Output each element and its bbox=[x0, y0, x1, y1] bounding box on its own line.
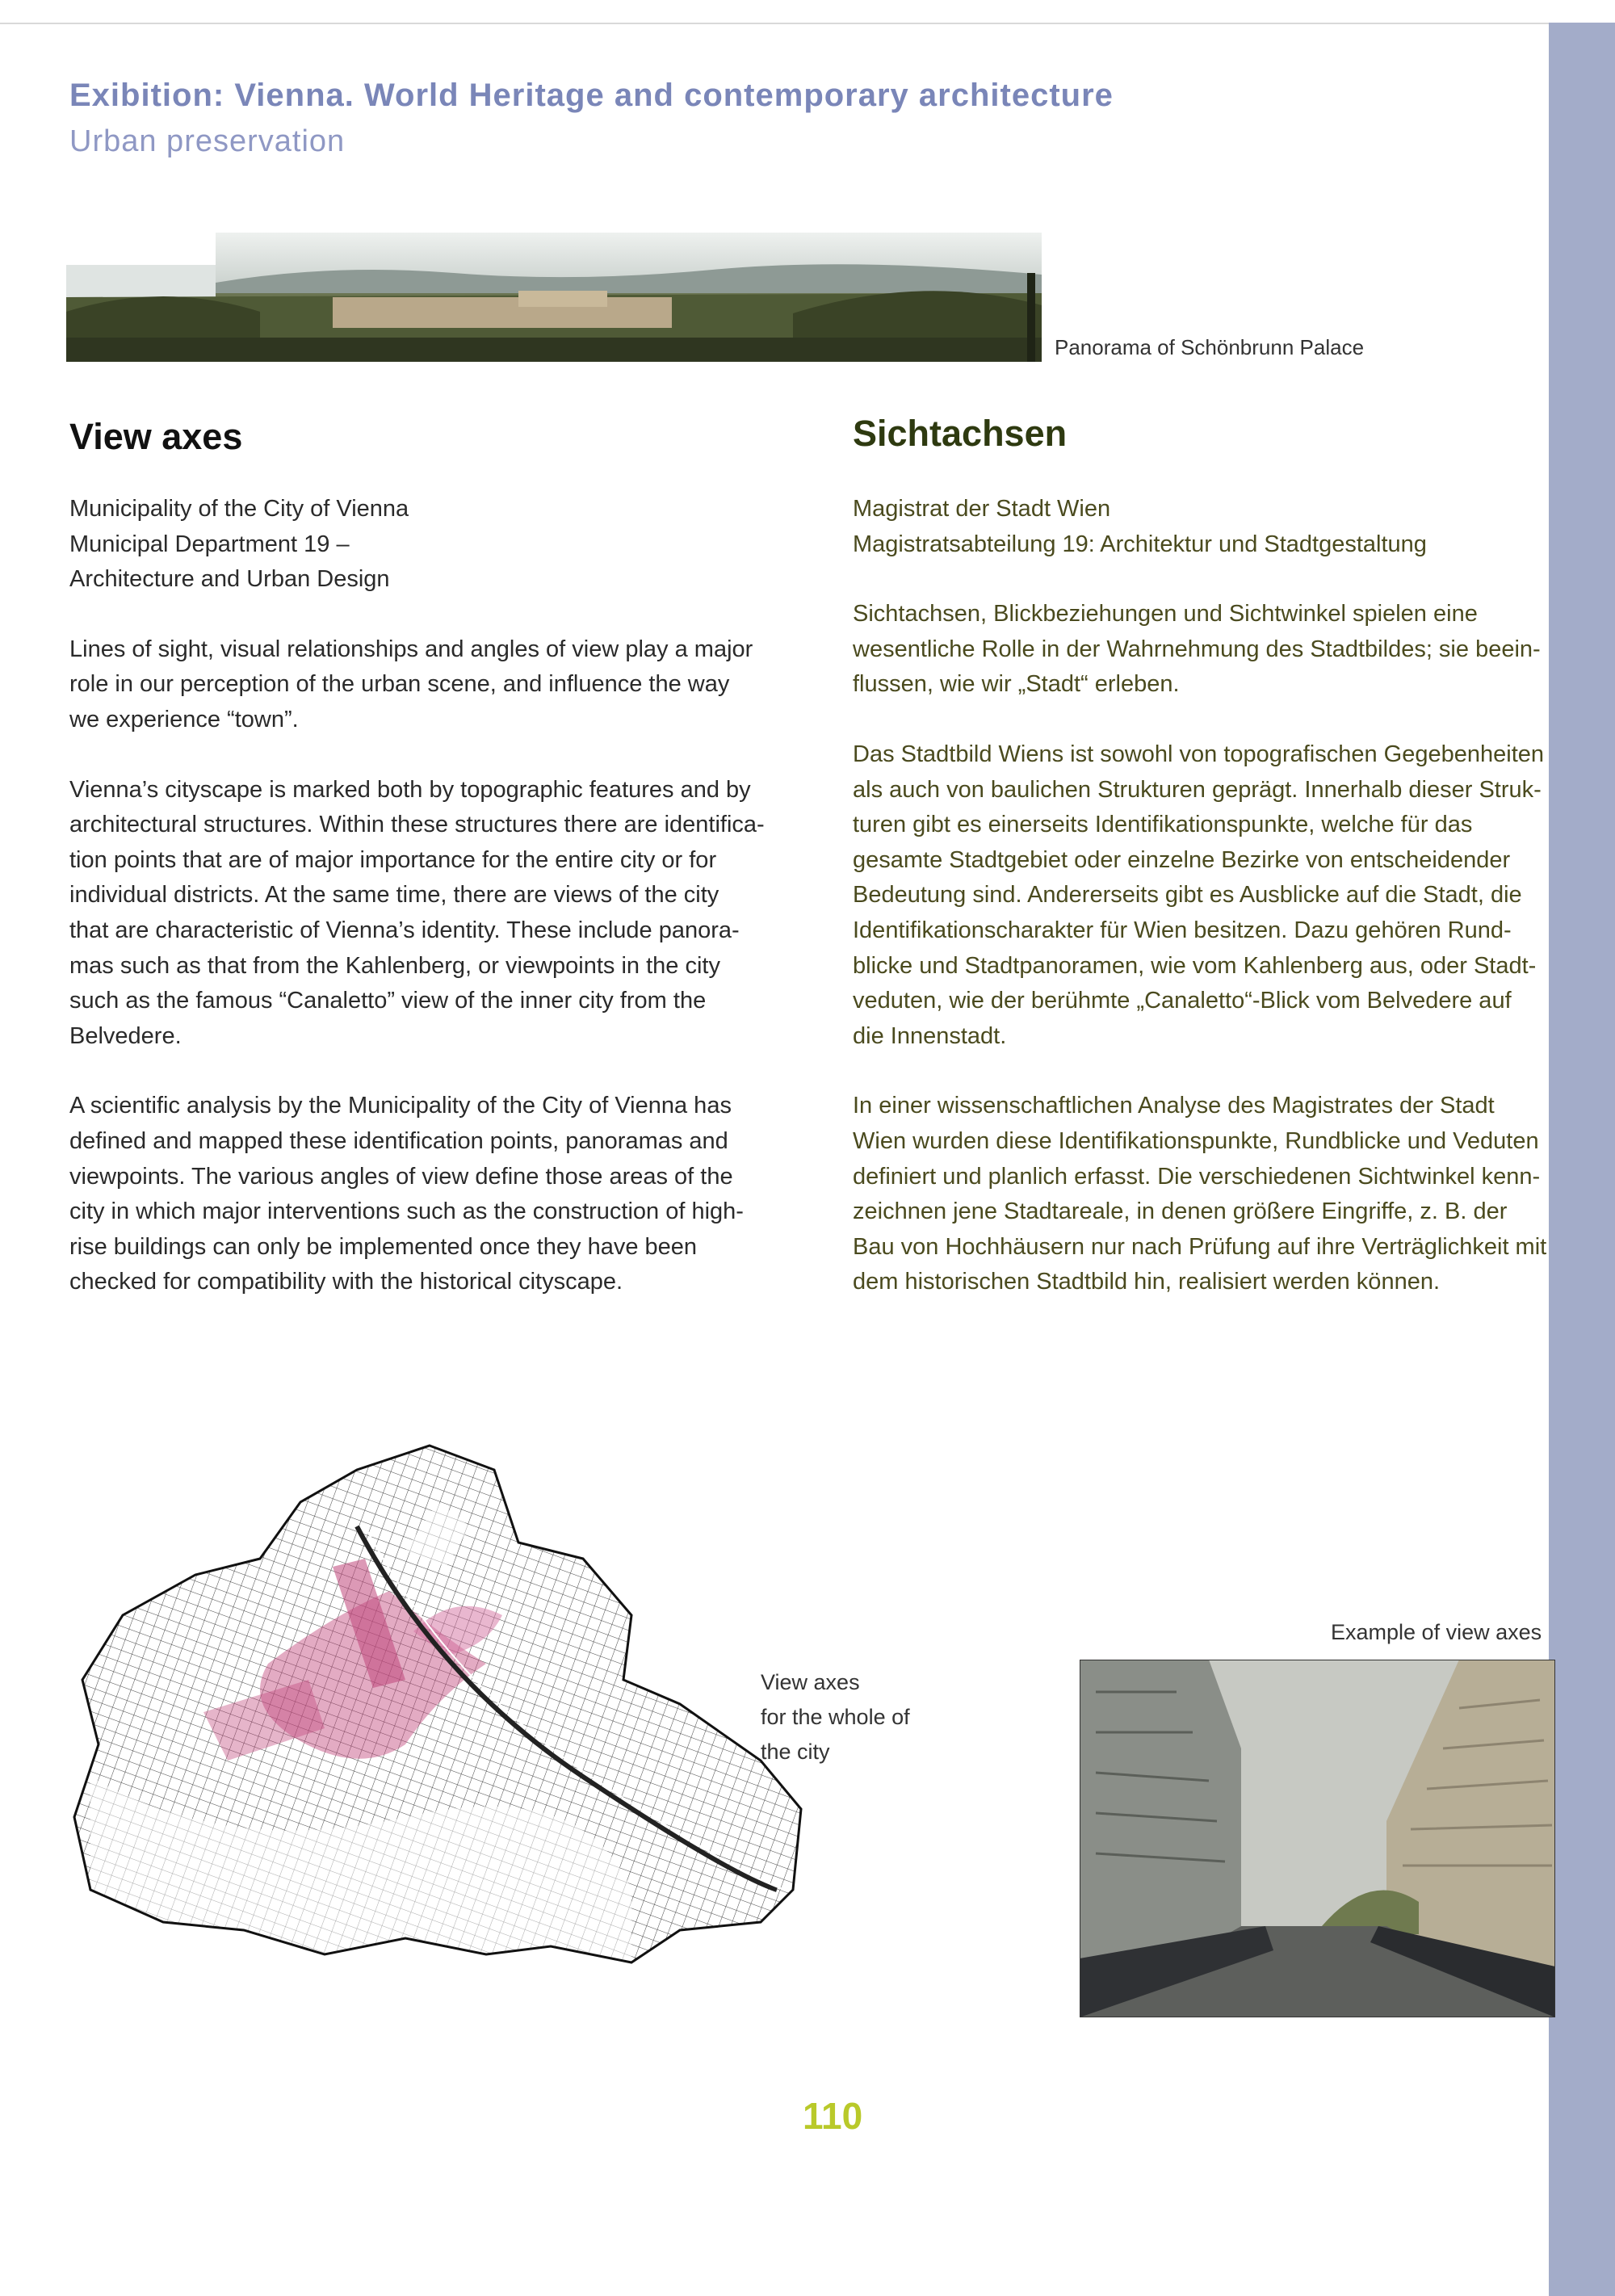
section-subtitle: Urban preservation bbox=[69, 124, 346, 158]
street-photo bbox=[1080, 1660, 1555, 2017]
english-department: Municipality of the City of Vienna Municipal Department 19 – Architecture and Urban Design bbox=[69, 496, 409, 593]
german-paragraph-2: Das Stadtbild Wiens ist sowohl von topografischen Gegebenheiten als auch von baulichen Strukturen geprägt. Innerhalb dieser Struk- turen gibt es einerseits Identifikationspunkte, welche für das gesamte Stadtgebiet oder einzelne Bezirke von entscheidender Bedeutung sind. Andererseits gibt es Ausblicke auf die Stadt, die Identifikationscharakter für Wien besitzen. Dazu gehören Rund- blicke und Stadtpanoramen, wie vom Kahlenberg aus, oder Stadt- veduten, wie der berühmte „Canaletto“-Blick vom Belvedere auf die Innenstadt. bbox=[853, 741, 1545, 1049]
german-department: Magistrat der Stadt Wien Magistratsabteilung 19: Architektur und Stadtgestaltung bbox=[853, 496, 1427, 557]
photo-caption: Example of view axes bbox=[1331, 1620, 1542, 1644]
page-number: 110 bbox=[803, 2095, 863, 2137]
english-paragraph-1: Lines of sight, visual relationships and angles of view play a major role in our perception of the urban scene, and influence the way we experience “town”. bbox=[69, 636, 753, 732]
english-column bbox=[69, 492, 820, 1335]
map-caption: View axes for the whole of the city bbox=[761, 1670, 910, 1764]
german-paragraph-3: In einer wissenschaftlichen Analyse des Magistrates der Stadt Wien wurden diese Identifikationspunkte, Rundblicke und Veduten definiert und planlich erfasst. Die verschiedenen Sichtwinkel kenn- zeichnen jene Stadtareale, in denen größere Eingriffe, z. B. der Bau von Hochhäusern nur nach Prüfung auf ihre Verträglichkeit mit dem historischen Stadtbild hin, realisiert werden können. bbox=[853, 1093, 1547, 1295]
exhibition-title: Exibition: Vienna. World Heritage and contemporary architecture bbox=[69, 78, 1114, 113]
english-paragraph-3: A scientific analysis by the Municipality of the City of Vienna has defined and mapped these identification points, panoramas and viewpoints. The various angles of view define those areas of the city in which major interventions such as the construction of high- rise buildings can only be implemented once they have been checked for compatibility with the historical cityscape. bbox=[69, 1093, 744, 1295]
top-rule bbox=[0, 23, 1550, 24]
heading-view-axes: View axes bbox=[69, 416, 243, 457]
english-paragraph-2: Vienna’s cityscape is marked both by topographic features and by architectural structures. Within these structures there are identifica- tion points that are of major importance for the entire city or for individual districts. At the same time, there are views of the city that are characteristic of Vienna’s identity. These include panora- mas such as that from the Kahlenberg, or viewpoints in the city such as the famous “Canaletto” view of the inner city from the Belvedere. bbox=[69, 776, 765, 1049]
city-map-view-axes bbox=[66, 1438, 809, 1971]
german-column bbox=[853, 492, 1604, 1335]
panorama-caption: Panorama of Schönbrunn Palace bbox=[1055, 335, 1365, 359]
german-paragraph-1: Sichtachsen, Blickbeziehungen und Sichtwinkel spielen eine wesentliche Rolle in der Wahrnehmung des Stadtbildes; sie beein- flussen, wie wir „Stadt“ erleben. bbox=[853, 601, 1541, 698]
heading-sichtachsen: Sichtachsen bbox=[853, 413, 1068, 454]
panorama-image bbox=[66, 216, 1042, 362]
